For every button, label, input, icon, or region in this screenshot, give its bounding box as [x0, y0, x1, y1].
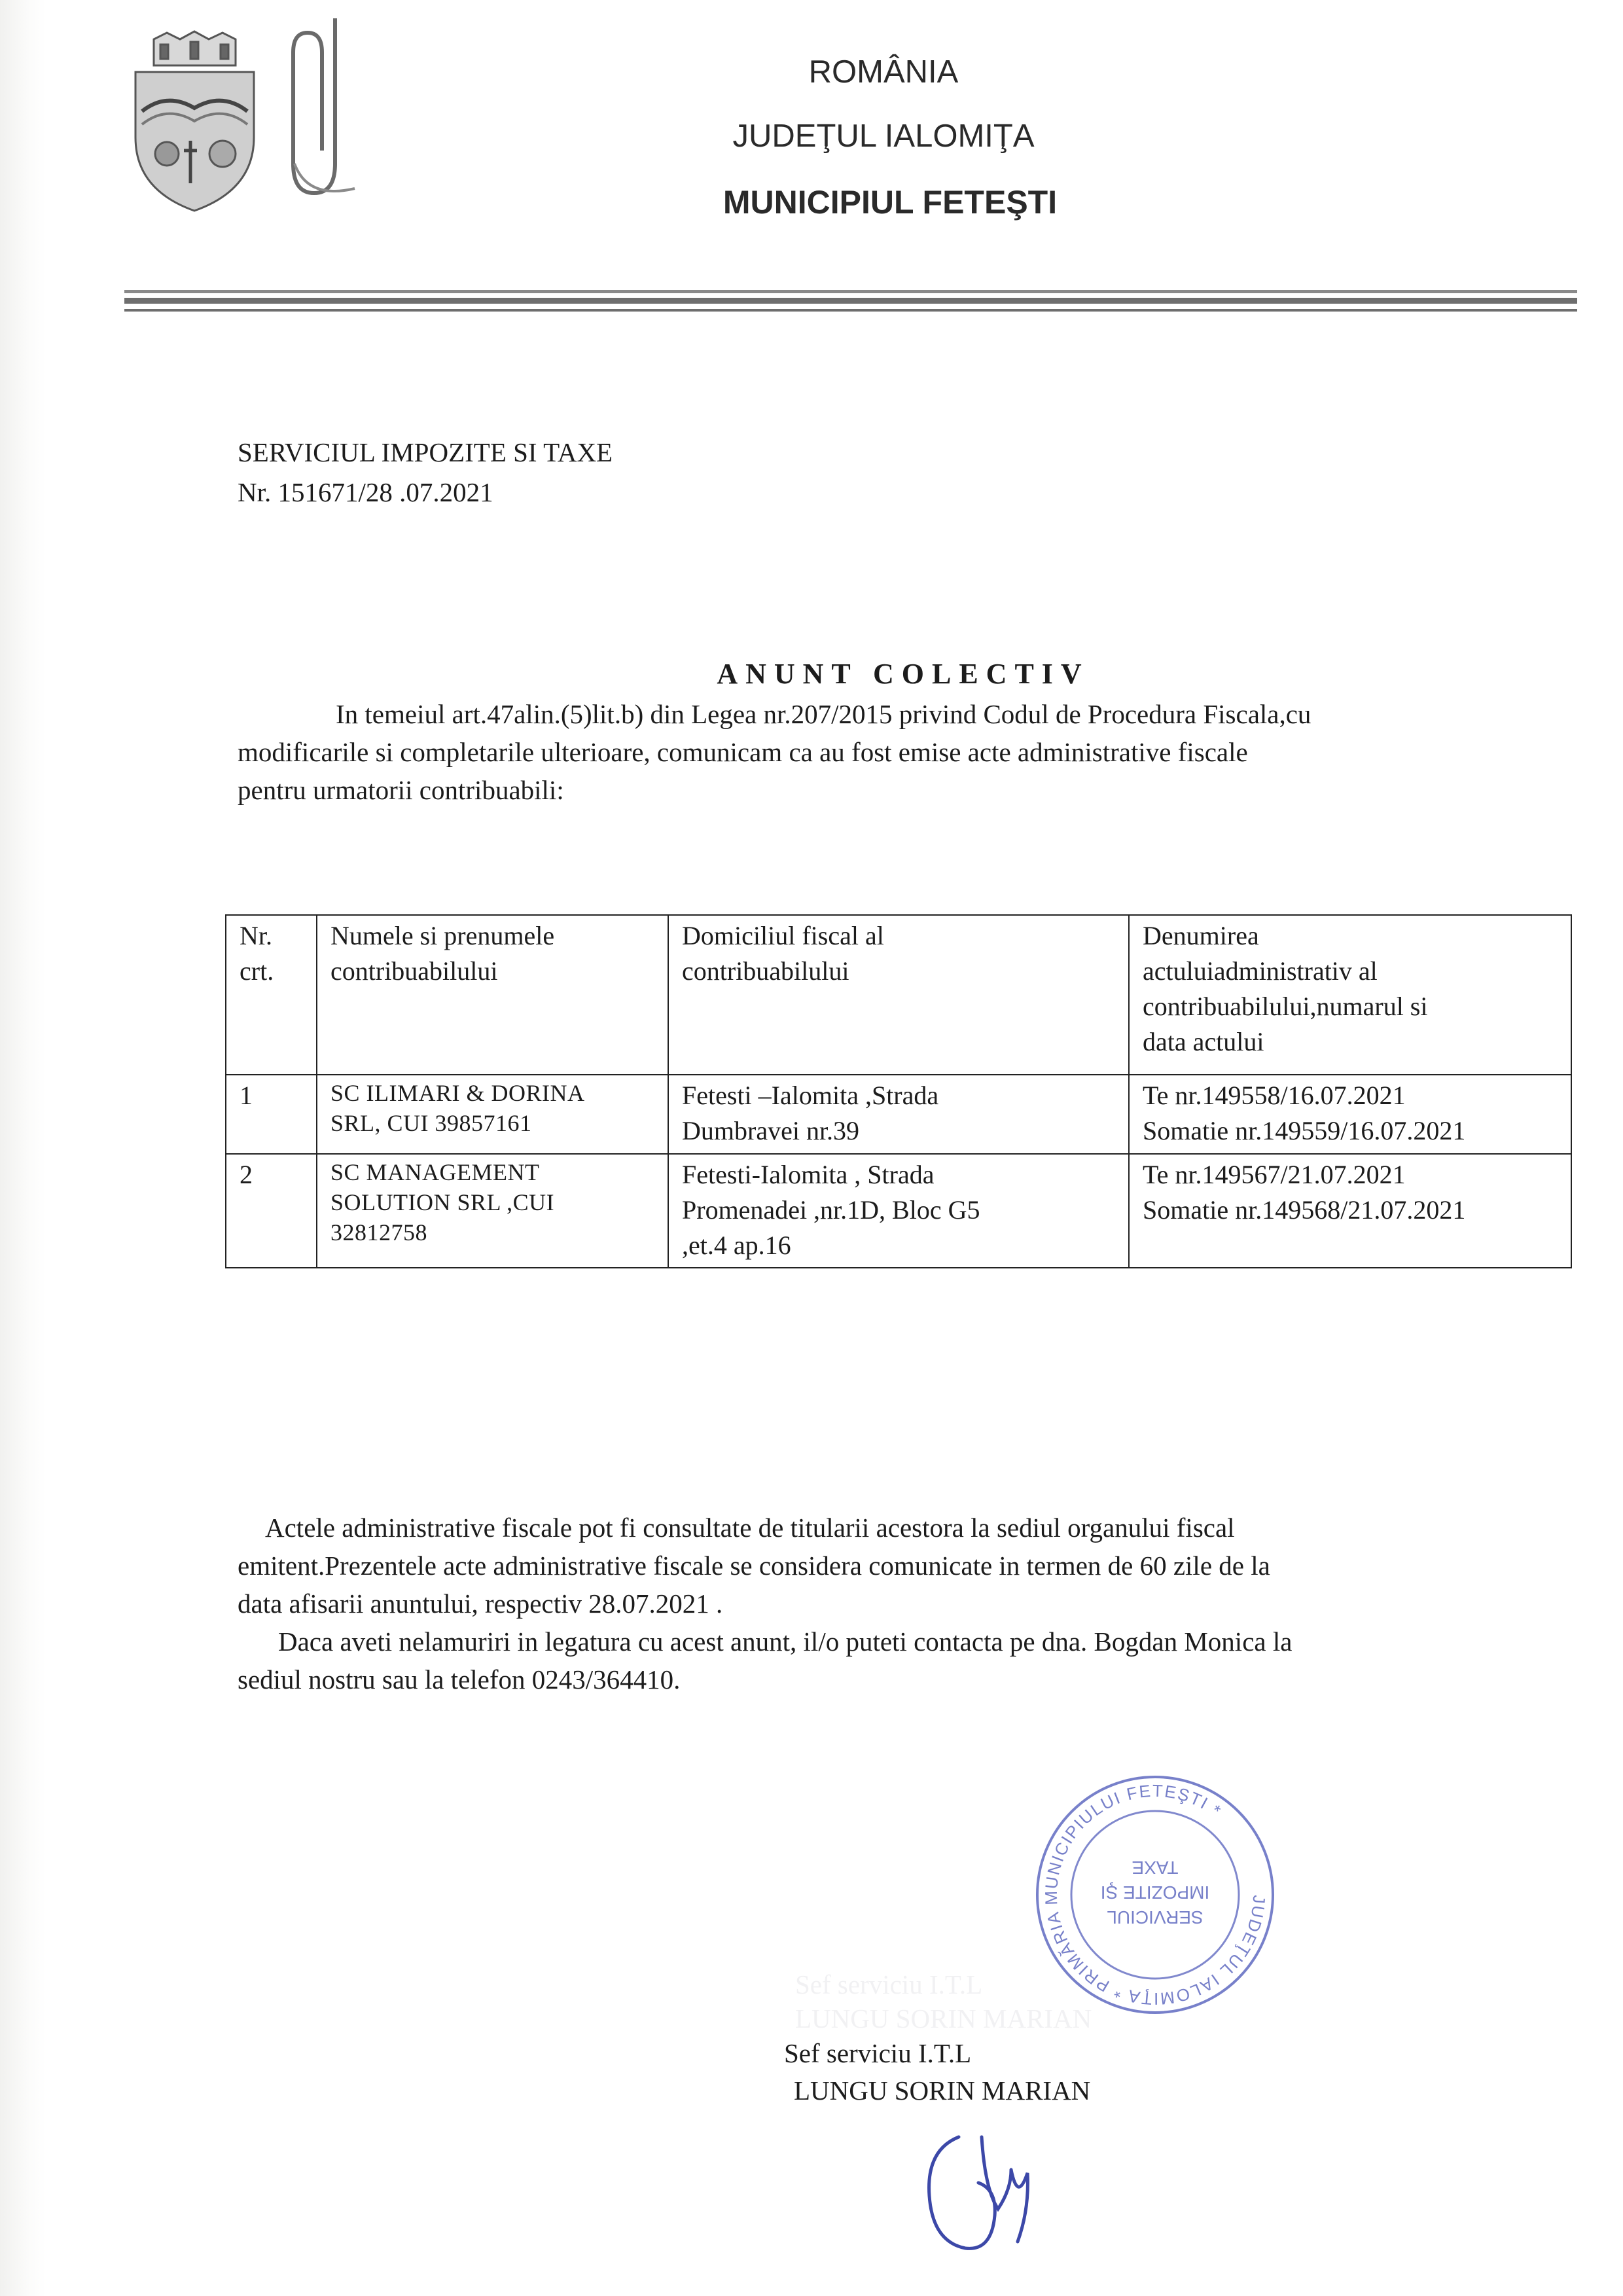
stamp-center-text: TAXE — [1132, 1857, 1179, 1878]
document-title: ANUNT COLECTIV — [717, 658, 1090, 690]
cell-text: Somatie nr.149559/16.07.2021 — [1143, 1116, 1466, 1145]
header-cell-nr — [226, 915, 317, 1075]
cell-text: Fetesti –Ialomita ,Strada — [682, 1081, 939, 1110]
cell-act — [1129, 1075, 1571, 1154]
table-header-row — [226, 915, 1571, 1075]
stamp-center-text: IMPOZITE ŞI — [1100, 1882, 1210, 1903]
cell-address — [668, 1154, 1129, 1268]
cell-text: Fetesti-Ialomita , Strada — [682, 1160, 935, 1189]
cell-address — [668, 1075, 1129, 1154]
intro-line: modificarile si completarile ulterioare, comunicam ca au fost emise acte administrative fiscale — [238, 737, 1248, 767]
header-text: data actului — [1143, 1027, 1264, 1056]
closing-paragraph — [238, 1509, 1546, 1698]
cell-text: SC ILIMARI & DORINA — [330, 1080, 585, 1106]
header-divider — [124, 290, 1577, 293]
cell-name — [317, 1075, 668, 1154]
cell-nr: 1 — [226, 1075, 317, 1154]
cell-text: SC MANAGEMENT — [330, 1159, 540, 1185]
intro-paragraph — [238, 695, 1540, 809]
closing-line: Daca aveti nelamuriri in legatura cu acest anunt, il/o puteti contacta pe dna. Bogdan Monica la — [278, 1626, 1293, 1657]
closing-line: sediul nostru sau la telefon 0243/364410. — [238, 1664, 681, 1695]
cell-text: Promenadei ,nr.1D, Bloc G5 — [682, 1195, 980, 1225]
signatory-title: Sef serviciu I.T.L — [784, 2038, 972, 2068]
intro-line: In temeiul art.47alin.(5)lit.b) din Legea nr.207/2015 privind Codul de Procedura Fiscala,cu — [336, 699, 1311, 729]
header-county: JUDEŢUL IALOMIŢA — [732, 118, 1035, 154]
intro-line: pentru urmatorii contribuabili: — [238, 775, 564, 805]
header-cell-name — [317, 915, 668, 1075]
cell-text: Te nr.149567/21.07.2021 — [1143, 1160, 1406, 1189]
cell-name — [317, 1154, 668, 1268]
cell-nr: 2 — [226, 1154, 317, 1268]
header-cell-address — [668, 915, 1129, 1075]
stamp-center-text: SERVICIUL — [1107, 1907, 1204, 1928]
cell-text: ,et.4 ap.16 — [682, 1230, 791, 1260]
table-row — [226, 1075, 1571, 1154]
header-text: crt. — [240, 956, 274, 986]
cell-text: 32812758 — [330, 1219, 427, 1246]
header-text: Nr. — [240, 921, 272, 950]
cell-text: Te nr.149558/16.07.2021 — [1143, 1081, 1406, 1110]
show-through-name: LUNGU SORIN MARIAN — [795, 2003, 1092, 2034]
header-text: contribuabilului,numarul si — [1143, 992, 1428, 1021]
header-text: Domiciliul fiscal al — [682, 921, 884, 950]
cell-text: Somatie nr.149568/21.07.2021 — [1143, 1195, 1466, 1225]
header-text: contribuabilului — [330, 956, 498, 986]
official-stamp — [1031, 1770, 1279, 2019]
header-country: ROMÂNIA — [808, 54, 959, 90]
show-through-title: Sef serviciu I.T.L — [795, 1969, 983, 2000]
closing-line: emitent.Prezentele acte administrative fiscale se considera comunicate in termen de 60 zile de la — [238, 1551, 1270, 1581]
signatory-name: LUNGU SORIN MARIAN — [794, 2075, 1091, 2106]
header-municipality: MUNICIPIUL FETEŞTI — [722, 184, 1058, 221]
closing-line: Actele administrative fiscale pot fi consultate de titularii acestora la sediul organului fiscal — [265, 1513, 1235, 1543]
header-text: actuluiadministrativ al — [1143, 956, 1378, 986]
registration-number: Nr. 151671/28 .07.2021 — [238, 477, 493, 507]
cell-act — [1129, 1154, 1571, 1268]
paper-clip-icon — [281, 13, 373, 203]
closing-line: data afisarii anuntului, respectiv 28.07.2021 . — [238, 1588, 723, 1619]
service-name: SERVICIUL IMPOZITE SI TAXE — [238, 437, 613, 467]
stamp-ring-text: JUDEŢUL IALOMIŢA * PRIMĂRIA MUNICIPIULUI FETEŞTI * — [1041, 1780, 1270, 2009]
table-row — [226, 1154, 1571, 1268]
header-divider-bottom — [124, 309, 1577, 312]
header-text: contribuabilului — [682, 956, 849, 986]
cell-text: Dumbravei nr.39 — [682, 1116, 860, 1145]
header-divider-thick — [124, 298, 1577, 304]
taxpayers-table — [225, 914, 1572, 1268]
handwritten-signature — [913, 2111, 1044, 2261]
cell-text: SOLUTION SRL ,CUI — [330, 1189, 555, 1215]
coat-of-arms-icon — [128, 26, 262, 216]
scan-edge-shadow — [0, 0, 46, 2296]
header-cell-act — [1129, 915, 1571, 1075]
header-text: Numele si prenumele — [330, 921, 555, 950]
header-text: Denumirea — [1143, 921, 1259, 950]
cell-text: SRL, CUI 39857161 — [330, 1110, 532, 1136]
